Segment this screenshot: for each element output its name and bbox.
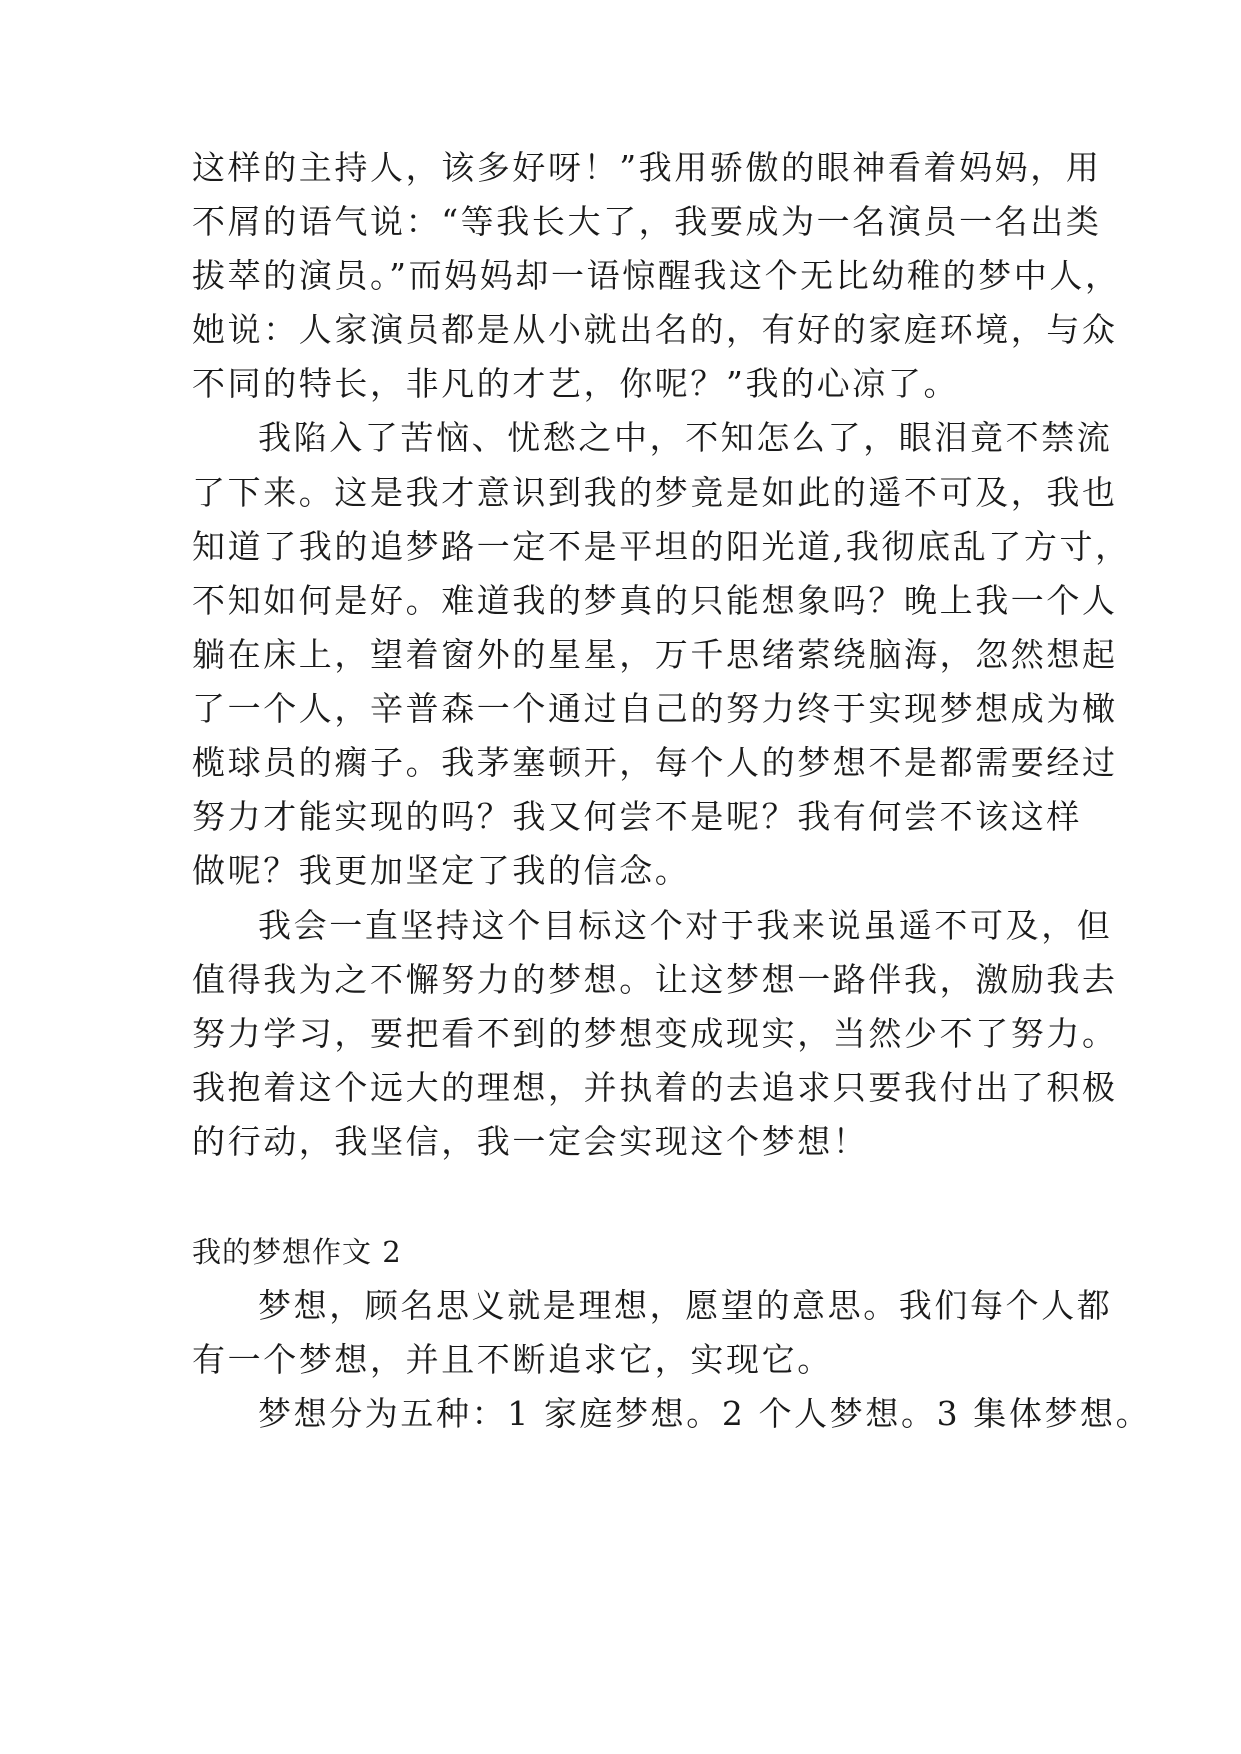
text-line: 我抱着这个远大的理想，并执着的去追求只要我付出了积极 [192, 1068, 1118, 1107]
text-line: 躺在床上，望着窗外的星星，万千思绪萦绕脑海，忽然想起 [192, 635, 1118, 674]
text-line: 这样的主持人，该多好呀！”我用骄傲的眼神看着妈妈，用 [192, 148, 1102, 187]
text-line: 努力才能实现的吗？我又何尝不是呢？我有何尝不该这样 [192, 797, 1082, 836]
text-line: 她说：人家演员都是从小就出名的，有好的家庭环境，与众 [192, 310, 1118, 349]
text-line: 梦想分为五种：1 家庭梦想。2 个人梦想。3 集体梦想。 [258, 1394, 1152, 1433]
text-line: 了一个人，辛普森一个通过自己的努力终于实现梦想成为橄 [192, 689, 1118, 728]
text-line: 拔萃的演员。”而妈妈却一语惊醒我这个无比幼稚的梦中人， [192, 256, 1121, 295]
text-line: 我会一直坚持这个目标这个对于我来说虽遥不可及，但 [258, 906, 1113, 945]
text-line: 有一个梦想，并且不断追求它，实现它。 [192, 1340, 833, 1379]
text-line: 榄球员的瘸子。我茅塞顿开，每个人的梦想不是都需要经过 [192, 743, 1118, 782]
text-line: 了下来。这是我才意识到我的梦竟是如此的遥不可及，我也 [192, 473, 1118, 512]
text-line: 知道了我的追梦路一定不是平坦的阳光道,我彻底乱了方寸， [192, 527, 1131, 566]
text-line: 值得我为之不懈努力的梦想。让这梦想一路伴我，激励我去 [192, 960, 1118, 999]
text-line: 梦想，顾名思义就是理想，愿望的意思。我们每个人都 [258, 1286, 1113, 1325]
text-line: 我陷入了苦恼、忧愁之中，不知怎么了，眼泪竟不禁流 [258, 418, 1113, 457]
section-title: 我的梦想作文 2 [192, 1235, 402, 1269]
text-line: 做呢？我更加坚定了我的信念。 [192, 851, 691, 890]
text-line: 的行动，我坚信，我一定会实现这个梦想！ [192, 1122, 869, 1161]
text-line: 不同的特长，非凡的才艺，你呢？”我的心凉了。 [192, 364, 960, 403]
text-line: 不知如何是好。难道我的梦真的只能想象吗？晚上我一个人 [192, 581, 1118, 620]
text-line: 不屑的语气说：“等我长大了，我要成为一名演员一名出类 [192, 202, 1102, 241]
text-line: 努力学习，要把看不到的梦想变成现实，当然少不了努力。 [192, 1014, 1118, 1053]
